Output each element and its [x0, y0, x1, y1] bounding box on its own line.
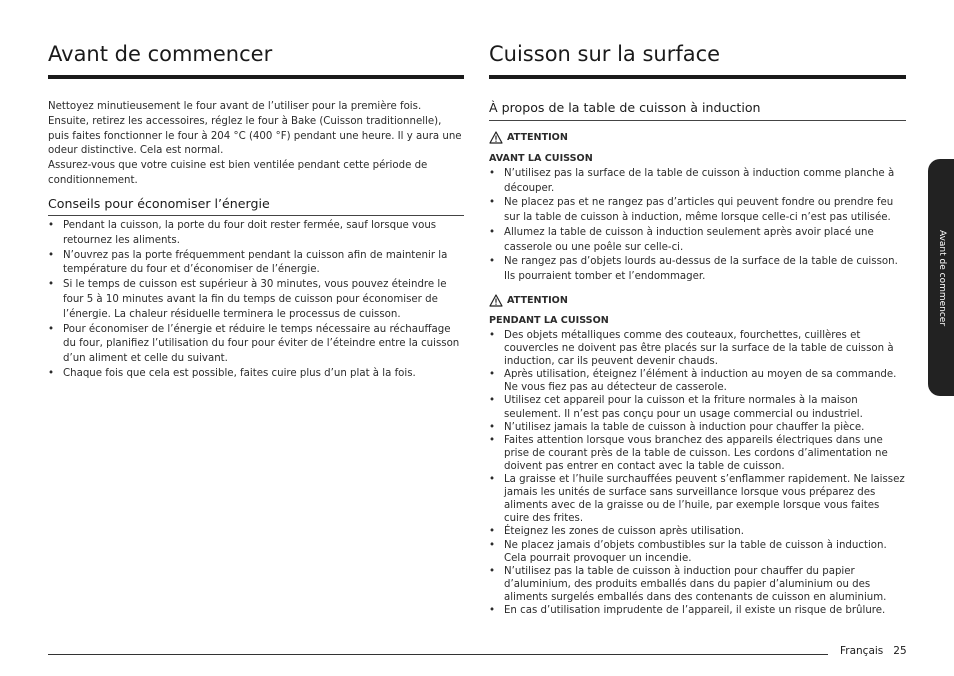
list-item: • N’utilisez pas la table de cuisson à induction pour chauffer du papier d’aluminium, des produits emballés dans du papier d’aluminium ou des aliments surgelés emballés dans des contenants de cuisson en aluminium.: [489, 565, 887, 603]
section-rule-energy: [48, 215, 464, 216]
title-rule-left: [48, 75, 464, 79]
section-title-energy: Conseils pour économiser l’énergie: [48, 196, 270, 211]
warning-triangle-icon: [489, 131, 503, 144]
attention-notice-before: [489, 131, 568, 144]
list-item: • Allumez la table de cuisson à induction seulement après avoir placé une casserole ou une poêle sur celle-ci.: [489, 226, 874, 253]
energy-tips-list: [48, 219, 464, 382]
footer: [840, 645, 907, 657]
list-item: • N’utilisez jamais la table de cuisson à induction pour chauffer la pièce.: [489, 421, 865, 433]
list-item: • En cas d’utilisation imprudente de l’appareil, il existe un risque de brûlure.: [489, 604, 886, 616]
footer-rule: [48, 654, 828, 655]
list-item: • Si le temps de cuisson est supérieur à 30 minutes, vous pouvez éteindre le four 5 à 10 minutes avant la fin du temps de cuisson pour économiser de l’énergie. La chaleur résiduelle terminera le processus de cuisson.: [48, 279, 447, 320]
list-item: • Des objets métalliques comme des couteaux, fourchettes, cuillères et couvercles ne doivent pas être placés sur la surface de la table de cuisson à induction, car ils peuvent devenir chauds.: [489, 330, 894, 368]
intro-paragraph: Assurez-vous que votre cuisine est bien ventilée pendant cette période de conditionnement.: [48, 160, 428, 186]
page-number: 25: [893, 645, 907, 657]
list-item: • Pendant la cuisson, la porte du four doit rester fermée, sauf lorsque vous retournez les aliments.: [48, 220, 437, 246]
list-item: • Ne rangez pas d’objets lourds au-dessus de la surface de la table de cuisson. Ils pourraient tomber et l’endommager.: [489, 256, 898, 282]
attention-label: ATTENTION: [507, 132, 568, 143]
before-cooking-heading: AVANT LA CUISSON: [489, 153, 593, 164]
list-item: • Utilisez cet appareil pour la cuisson et la friture normales à la maison seulement. Il n’est pas conçu pour un usage commercial ou industriel.: [489, 395, 863, 420]
list-item: • Faites attention lorsque vous branchez des appareils électriques dans une prise de courant près de la table de cuisson. Les cordons d’alimentation ne doivent pas entrer en contact avec la table de cuisson.: [489, 434, 888, 472]
warning-triangle-icon: [489, 294, 503, 307]
title-rule-right: [489, 75, 906, 79]
list-item: • N’utilisez pas la surface de la table de cuisson à induction comme planche à découper.: [489, 168, 895, 194]
list-item: • La graisse et l’huile surchauffées peuvent s’enflammer rapidement. Ne laissez jamais les unités de surface sans surveillance lorsque vous préparez des aliments avec de la graisse ou de l’huile, par exemple lorsque vous faites cuire des frites.: [489, 474, 905, 525]
list-item: • Ne placez pas et ne rangez pas d’articles qui peuvent fondre ou prendre feu sur la table de cuisson à induction, même lorsque celle-ci n’est pas utilisée.: [489, 197, 894, 224]
list-item: • Éteignez les zones de cuisson après utilisation.: [489, 526, 744, 538]
attention-label: ATTENTION: [507, 295, 568, 306]
page-title-left: Avant de commencer: [48, 42, 273, 66]
section-title-induction: À propos de la table de cuisson à induction: [489, 100, 761, 115]
list-item: • Ne placez jamais d’objets combustibles sur la table de cuisson à induction. Cela pourrait provoquer un incendie.: [489, 539, 887, 564]
list-item: • Pour économiser de l’énergie et réduire le temps nécessaire au réchauffage du four, planifiez l’utilisation du four pour éviter de l’éteindre entre la cuisson d’un aliment et celle du suivant.: [48, 323, 460, 365]
intro-paragraphs: [48, 100, 464, 189]
chapter-side-tab[interactable]: [928, 159, 954, 396]
list-item: • N’ouvrez pas la porte fréquemment pendant la cuisson afin de maintenir la température du four et d’économiser de l’énergie.: [48, 249, 448, 276]
section-rule-induction: [489, 120, 906, 121]
attention-notice-during: [489, 294, 568, 307]
page-title-right: Cuisson sur la surface: [489, 42, 721, 66]
during-cooking-list: [489, 329, 906, 617]
footer-language: Français: [840, 645, 884, 657]
chapter-side-tab-label: Avant de commencer: [937, 229, 947, 326]
list-item: • Chaque fois que cela est possible, faites cuire plus d’un plat à la fois.: [48, 367, 416, 379]
intro-paragraph: Nettoyez minutieusement le four avant de l’utiliser pour la première fois. Ensuite, retirez les accessoires, réglez le four à Bake (Cuisson traditionnelle), puis faites fonctionner le four à 204 °C (400 °F) pendant une heure. Il y aura une odeur distinctive. Cela est normal.: [48, 101, 462, 157]
during-cooking-heading: PENDANT LA CUISSON: [489, 315, 609, 326]
before-cooking-list: [489, 167, 906, 285]
list-item: • Après utilisation, éteignez l’élément à induction au moyen de sa commande. Ne vous fiez pas au détecteur de casserole.: [489, 369, 897, 394]
